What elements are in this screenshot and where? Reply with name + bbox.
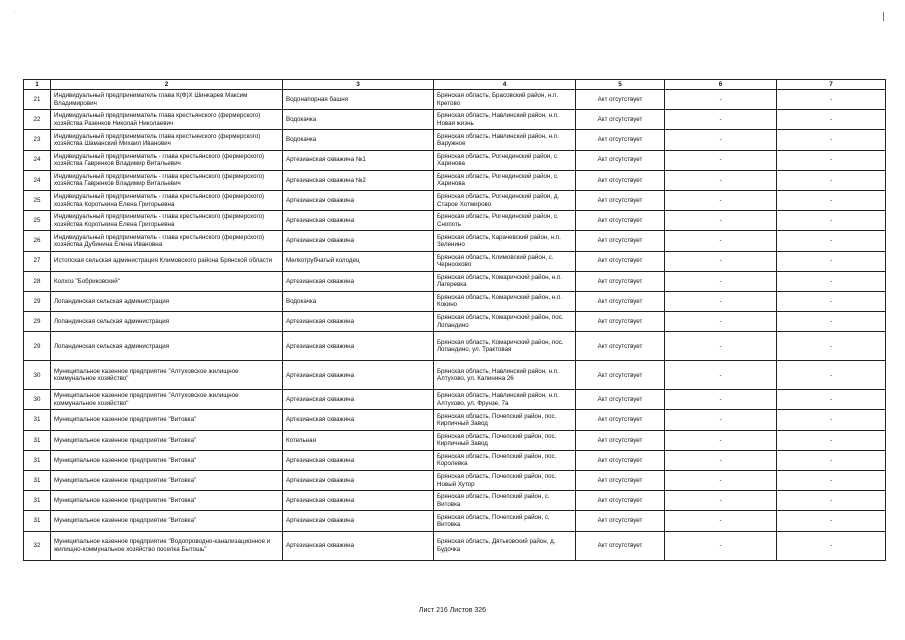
address-cell: Брянская область, Климовский район, с. Чернооково [434, 251, 576, 271]
row-number: 28 [24, 271, 51, 291]
act-status-cell: Акт отсутствует [576, 511, 665, 531]
object-cell: Артезианская скважина №2 [283, 170, 434, 190]
col6-cell: - [665, 361, 777, 390]
object-cell: Мелкотрубчатый колодец [283, 251, 434, 271]
object-cell: Водокачка [283, 291, 434, 311]
col7-cell: - [777, 450, 886, 470]
address-cell: Брянская область, Навлинский район, н.п. Новая жизнь [434, 110, 576, 130]
row-number: 29 [24, 332, 51, 361]
address-cell: Брянская область, Рогнединский район, д. Старое Хотмирово [434, 190, 576, 210]
object-cell: Артезианская скважина [283, 271, 434, 291]
table-row [24, 491, 886, 511]
row-number: 32 [24, 531, 51, 560]
sheet-footer: Лист 216 Листов 326 [418, 607, 487, 614]
col6-cell: - [665, 531, 777, 560]
act-status-cell: Акт отсутствует [576, 491, 665, 511]
address-cell: Брянская область, Почепский район, пос. Кирпичный Завод [434, 430, 576, 450]
address-cell: Брянская область, Рогнединский район, с. Харинова [434, 150, 576, 170]
organization-cell: Индивидуальный предприниматель - глава крестьянского (фермерского) хозяйства Коротькина Елена Григорьевна [51, 211, 283, 231]
object-cell: Артезианская скважина №1 [283, 150, 434, 170]
organization-cell: Муниципальное казенное предприятие "Алтуховское жилищное коммунальное хозяйство" [51, 361, 283, 390]
table-row [24, 471, 886, 491]
object-cell: Артезианская скважина [283, 450, 434, 470]
table-row [24, 390, 886, 410]
address-cell: Брянская область, Брасовский район, н.п. Кретово [434, 90, 576, 110]
address-cell: Брянская область, Рогнединский район, с. Харинова [434, 170, 576, 190]
organization-cell: Муниципальное казенное предприятие "Витовка" [51, 511, 283, 531]
address-cell: Брянская область, Почепский район, пос. Кирпичный Завод [434, 410, 576, 430]
col6-cell: - [665, 511, 777, 531]
object-cell: Водокачка [283, 130, 434, 150]
col7-cell: - [777, 361, 886, 390]
organization-cell: Муниципальное казенное предприятие "Витовка" [51, 410, 283, 430]
organization-cell: Колхоз "Бобриковский" [51, 271, 283, 291]
col7-cell: - [777, 271, 886, 291]
col7-cell: - [777, 312, 886, 332]
object-cell: Артезианская скважина [283, 471, 434, 491]
col6-cell: - [665, 471, 777, 491]
act-status-cell: Акт отсутствует [576, 291, 665, 311]
row-number: 26 [24, 231, 51, 251]
col-header-6: 6 [665, 80, 777, 90]
act-status-cell: Акт отсутствует [576, 410, 665, 430]
address-cell: Брянская область, Комаричский район, н.п. Лагеревка [434, 271, 576, 291]
col6-cell: - [665, 150, 777, 170]
col7-cell: - [777, 130, 886, 150]
row-number: 31 [24, 430, 51, 450]
act-status-cell: Акт отсутствует [576, 450, 665, 470]
object-cell: Водокачка [283, 110, 434, 130]
act-status-cell: Акт отсутствует [576, 361, 665, 390]
organization-cell: Лопандинская сельская администрация [51, 312, 283, 332]
col-header-4: 4 [434, 80, 576, 90]
col6-cell: - [665, 390, 777, 410]
act-status-cell: Акт отсутствует [576, 312, 665, 332]
organization-cell: Индивидуальный предприниматель - глава крестьянского (фермерского) хозяйства Дубинина Елена Ивановна [51, 231, 283, 251]
object-cell: Котельная [283, 430, 434, 450]
scan-mark: · [14, 9, 16, 15]
scan-edge-mark [883, 12, 884, 21]
address-cell: Брянская область, Рогнединский район, с. Снопоть [434, 211, 576, 231]
act-status-cell: Акт отсутствует [576, 531, 665, 560]
act-status-cell: Акт отсутствует [576, 110, 665, 130]
col6-cell: - [665, 332, 777, 361]
col6-cell: - [665, 410, 777, 430]
col6-cell: - [665, 90, 777, 110]
act-status-cell: Акт отсутствует [576, 211, 665, 231]
table-row [24, 211, 886, 231]
object-cell: Артезианская скважина [283, 312, 434, 332]
table-row [24, 291, 886, 311]
organization-cell: Муниципальное казенное предприятие "Водопроводно-канализационное и жилищно-коммунальное хозяйство поселка Бытошь" [51, 531, 283, 560]
table-row [24, 312, 886, 332]
table-row [24, 190, 886, 210]
row-number: 25 [24, 211, 51, 231]
table-row [24, 271, 886, 291]
col6-cell: - [665, 170, 777, 190]
col6-cell: - [665, 231, 777, 251]
address-cell: Брянская область, Навлинский район, н.п. Алтухово, ул. Калинина 26 [434, 361, 576, 390]
address-cell: Брянская область, Почепский район, пос. Королевка [434, 450, 576, 470]
col7-cell: - [777, 231, 886, 251]
row-number: 31 [24, 491, 51, 511]
act-status-cell: Акт отсутствует [576, 430, 665, 450]
organization-cell: Лопандинская сельская администрация [51, 332, 283, 361]
address-cell: Брянская область, Комаричский район, пос. Лопандино [434, 312, 576, 332]
object-cell: Артезианская скважина [283, 190, 434, 210]
table-row [24, 511, 886, 531]
table-row [24, 110, 886, 130]
act-status-cell: Акт отсутствует [576, 150, 665, 170]
col7-cell: - [777, 150, 886, 170]
col7-cell: - [777, 511, 886, 531]
col6-cell: - [665, 211, 777, 231]
act-status-cell: Акт отсутствует [576, 471, 665, 491]
organization-cell: Лопандинская сельская администрация [51, 291, 283, 311]
col6-cell: - [665, 312, 777, 332]
col7-cell: - [777, 390, 886, 410]
object-cell: Артезианская скважина [283, 531, 434, 560]
row-number: 24 [24, 170, 51, 190]
act-status-cell: Акт отсутствует [576, 231, 665, 251]
act-status-cell: Акт отсутствует [576, 190, 665, 210]
object-cell: Артезианская скважина [283, 491, 434, 511]
col7-cell: - [777, 410, 886, 430]
col7-cell: - [777, 110, 886, 130]
act-status-cell: Акт отсутствует [576, 271, 665, 291]
col7-cell: - [777, 332, 886, 361]
act-status-cell: Акт отсутствует [576, 332, 665, 361]
col7-cell: - [777, 291, 886, 311]
col7-cell: - [777, 491, 886, 511]
col7-cell: - [777, 211, 886, 231]
row-number: 29 [24, 291, 51, 311]
table-row [24, 450, 886, 470]
row-number: 23 [24, 130, 51, 150]
row-number: 31 [24, 410, 51, 430]
object-cell: Артезианская скважина [283, 332, 434, 361]
table-row [24, 170, 886, 190]
object-cell: Артезианская скважина [283, 231, 434, 251]
col6-cell: - [665, 491, 777, 511]
col7-cell: - [777, 531, 886, 560]
address-cell: Брянская область, Комаричский район, н.п. Кокино [434, 291, 576, 311]
col7-cell: - [777, 471, 886, 491]
organization-cell: Индивидуальный предприниматель глава К(Ф)Х Шинкарев Максим Владимирович [51, 90, 283, 110]
col6-cell: - [665, 251, 777, 271]
organization-cell: Индивидуальный предприниматель - глава крестьянского (фермерского) хозяйства Гавренков Владимир Витальевич [51, 170, 283, 190]
col7-cell: - [777, 430, 886, 450]
table-row [24, 130, 886, 150]
act-status-cell: Акт отсутствует [576, 170, 665, 190]
row-number: 31 [24, 471, 51, 491]
address-cell: Брянская область, Почепский район, с. Витовка [434, 511, 576, 531]
col-header-1: 1 [24, 80, 51, 90]
row-number: 24 [24, 150, 51, 170]
address-cell: Брянская область, Комаричский район, пос. Лопандино, ул. Трактовая [434, 332, 576, 361]
address-cell: Брянская область, Почепский район, с. Витовка [434, 491, 576, 511]
organization-cell: Муниципальное казенное предприятие "Витовка" [51, 471, 283, 491]
col7-cell: - [777, 90, 886, 110]
table-row [24, 531, 886, 560]
address-cell: Брянская область, Навлинский район, н.п. Алтухово, ул. Фрунзе, 7а [434, 390, 576, 410]
table-row [24, 90, 886, 110]
col-header-3: 3 [283, 80, 434, 90]
row-number: 21 [24, 90, 51, 110]
col7-cell: - [777, 170, 886, 190]
table-row [24, 150, 886, 170]
row-number: 25 [24, 190, 51, 210]
object-cell: Артезианская скважина [283, 390, 434, 410]
col-header-7: 7 [777, 80, 886, 90]
act-status-cell: Акт отсутствует [576, 251, 665, 271]
organization-cell: Индивидуальный предприниматель глава крестьянского (фермерского) хозяйства Шаманский Михаил Иванович [51, 130, 283, 150]
organization-cell: Муниципальное казенное предприятие "Алтуховское жилищное коммунальное хозяйство" [51, 390, 283, 410]
organization-cell: Истопская сельская администрация Климовского района Брянской области [51, 251, 283, 271]
organization-cell: Индивидуальный предприниматель - глава крестьянского (фермерского) хозяйства Коротькина Елена Григорьевна [51, 190, 283, 210]
address-cell: Брянская область, Дятьковский район, д. Будочка [434, 531, 576, 560]
col6-cell: - [665, 271, 777, 291]
row-number: 31 [24, 450, 51, 470]
row-number: 30 [24, 390, 51, 410]
col6-cell: - [665, 450, 777, 470]
col6-cell: - [665, 430, 777, 450]
col-header-5: 5 [576, 80, 665, 90]
address-cell: Брянская область, Навлинский район, н.п. Варужное [434, 130, 576, 150]
col6-cell: - [665, 291, 777, 311]
table-row [24, 231, 886, 251]
col6-cell: - [665, 110, 777, 130]
organization-cell: Муниципальное казенное предприятие "Витовка" [51, 491, 283, 511]
header-row [24, 80, 886, 90]
table-row [24, 361, 886, 390]
table-row [24, 430, 886, 450]
organization-cell: Индивидуальный предприниматель - глава крестьянского (фермерского) хозяйства Гавренков Владимир Витальевич [51, 150, 283, 170]
row-number: 27 [24, 251, 51, 271]
act-status-cell: Акт отсутствует [576, 390, 665, 410]
row-number: 31 [24, 511, 51, 531]
object-cell: Артезианская скважина [283, 211, 434, 231]
col7-cell: - [777, 251, 886, 271]
act-status-cell: Акт отсутствует [576, 130, 665, 150]
row-number: 30 [24, 361, 51, 390]
row-number: 22 [24, 110, 51, 130]
table-row [24, 410, 886, 430]
object-cell: Водонапорная башня [283, 90, 434, 110]
object-cell: Артезианская скважина [283, 410, 434, 430]
col7-cell: - [777, 190, 886, 210]
object-cell: Артезианская скважина [283, 361, 434, 390]
address-cell: Брянская область, Почепский район, пос. Новый Хутор [434, 471, 576, 491]
col-header-2: 2 [51, 80, 283, 90]
col6-cell: - [665, 130, 777, 150]
registry-table [23, 79, 886, 561]
organization-cell: Индивидуальный предприниматель глава крестьянского (фермерского) хозяйства Разенков Николай Николаевич [51, 110, 283, 130]
act-status-cell: Акт отсутствует [576, 90, 665, 110]
organization-cell: Муниципальное казенное предприятие "Витовка" [51, 450, 283, 470]
object-cell: Артезианская скважина [283, 511, 434, 531]
table-row [24, 332, 886, 361]
row-number: 29 [24, 312, 51, 332]
table-row [24, 251, 886, 271]
address-cell: Брянская область, Карачевский район, н.п. Зеленино [434, 231, 576, 251]
organization-cell: Муниципальное казенное предприятие "Витовка" [51, 430, 283, 450]
col6-cell: - [665, 190, 777, 210]
